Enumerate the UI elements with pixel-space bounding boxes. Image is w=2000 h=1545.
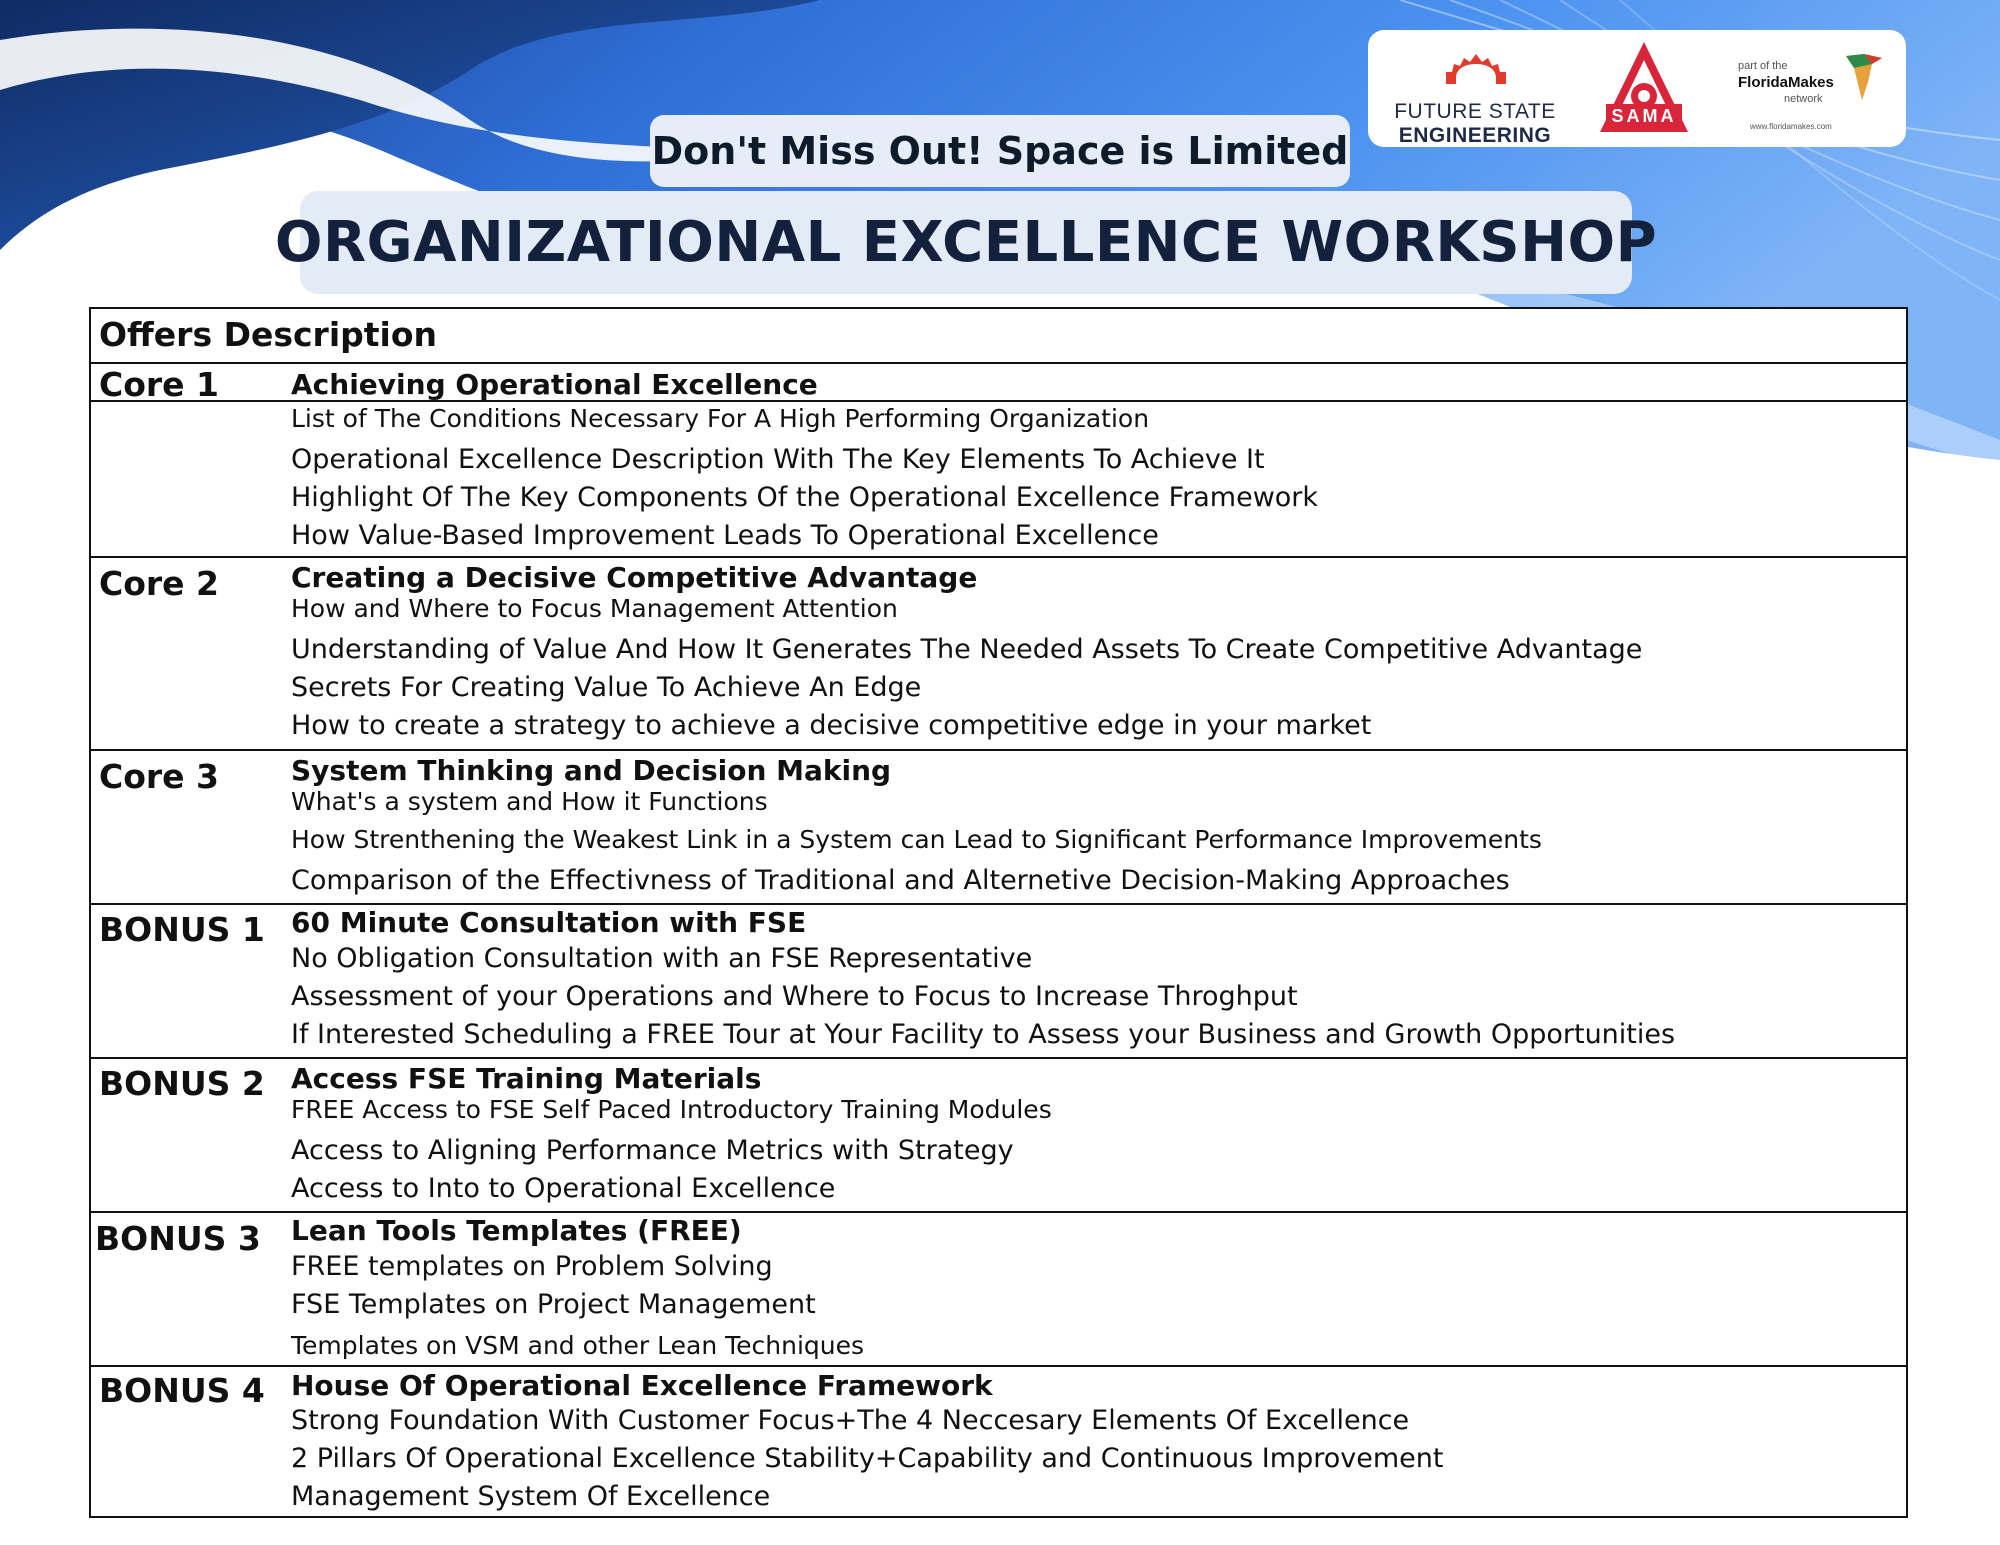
list-item: How Strenthening the Weakest Link in a System can Lead to Significant Performance Improvements [291, 825, 1542, 854]
list-item: List of The Conditions Necessary For A High Performing Organization [291, 404, 1150, 433]
section-core-3 [91, 751, 1906, 905]
list-item: 2 Pillars Of Operational Excellence Stability+Capability and Continuous Improvement [291, 1443, 1444, 1474]
section-core-2 [91, 558, 1906, 751]
list-item: FREE Access to FSE Self Paced Introductory Training Modules [291, 1095, 1052, 1124]
fse-logo-line2: ENGINEERING [1398, 124, 1552, 147]
list-item: How to create a strategy to achieve a decisive competitive edge in your market [291, 710, 1372, 741]
section-title: System Thinking and Decision Making [291, 754, 892, 787]
sama-logo [1596, 38, 1692, 138]
floridamakes-network: network [1784, 93, 1823, 105]
list-item: Management System Of Excellence [291, 1481, 771, 1512]
section-label: Core 2 [99, 564, 219, 603]
table-header-label: Offers Description [99, 315, 438, 354]
list-item: How Value-Based Improvement Leads To Operational Excellence [291, 520, 1159, 551]
florida-shape-icon [1842, 48, 1886, 104]
list-item: Secrets For Creating Value To Achieve An Edge [291, 672, 922, 703]
fse-logo-line1: FUTURE STATE [1394, 100, 1556, 123]
list-item: Strong Foundation With Customer Focus+The 4 Neccesary Elements Of Excellence [291, 1405, 1410, 1436]
section-core-1 [91, 364, 1906, 558]
section-label: BONUS 4 [99, 1371, 265, 1410]
partner-logos [1368, 30, 1906, 147]
section-label: Core 1 [99, 365, 219, 404]
section-label: Core 3 [99, 757, 219, 796]
table-header [91, 309, 1906, 364]
list-item: Comparison of the Effectivness of Traditional and Alternetive Decision-Making Approaches [291, 865, 1510, 896]
title-divider [91, 400, 1906, 402]
section-bonus-2 [91, 1059, 1906, 1213]
list-item: FSE Templates on Project Management [291, 1289, 816, 1320]
list-item: Operational Excellence Description With The Key Elements To Achieve It [291, 444, 1265, 475]
section-title: 60 Minute Consultation with FSE [291, 906, 807, 939]
offers-table [89, 307, 1908, 1518]
promo-banner: Don't Miss Out! Space is Limited [650, 115, 1350, 187]
list-item: Access to Into to Operational Excellence [291, 1173, 836, 1204]
section-title: Lean Tools Templates (FREE) [291, 1214, 742, 1247]
section-label: BONUS 2 [99, 1064, 265, 1103]
section-title: Creating a Decisive Competitive Advantage [291, 561, 978, 594]
section-bonus-4 [91, 1367, 1906, 1516]
floridamakes-part-of: part of the [1738, 60, 1788, 72]
list-item: FREE templates on Problem Solving [291, 1251, 773, 1282]
floridamakes-logo [1710, 40, 1890, 140]
page-title: ORGANIZATIONAL EXCELLENCE WORKSHOP [300, 191, 1632, 294]
section-title: Access FSE Training Materials [291, 1062, 762, 1095]
sama-logo-text: SAMA [1611, 106, 1677, 126]
list-item: If Interested Scheduling a FREE Tour at Your Facility to Assess your Business and Growth Opportunities [291, 1019, 1676, 1050]
floridamakes-url: www.floridamakes.com [1750, 122, 1832, 131]
list-item: Highlight Of The Key Components Of the Operational Excellence Framework [291, 482, 1319, 513]
list-item: Access to Aligning Performance Metrics with Strategy [291, 1135, 1014, 1166]
section-label: BONUS 3 [95, 1219, 261, 1258]
floridamakes-name: FloridaMakes [1738, 74, 1834, 91]
section-bonus-1 [91, 905, 1906, 1059]
list-item: Templates on VSM and other Lean Techniques [291, 1331, 865, 1360]
future-state-engineering-logo [1390, 42, 1560, 147]
section-bonus-3 [91, 1213, 1906, 1367]
list-item: What's a system and How it Functions [291, 787, 768, 816]
section-title: House Of Operational Excellence Framework [291, 1369, 993, 1402]
section-title: Achieving Operational Excellence [291, 368, 818, 401]
list-item: Understanding of Value And How It Generates The Needed Assets To Create Competitive Advantage [291, 634, 1643, 665]
section-label: BONUS 1 [99, 910, 265, 949]
list-item: How and Where to Focus Management Attention [291, 594, 898, 623]
list-item: No Obligation Consultation with an FSE Representative [291, 943, 1033, 974]
list-item: Assessment of your Operations and Where to Focus to Increase Throghput [291, 981, 1298, 1012]
gear-icon [1440, 44, 1512, 96]
